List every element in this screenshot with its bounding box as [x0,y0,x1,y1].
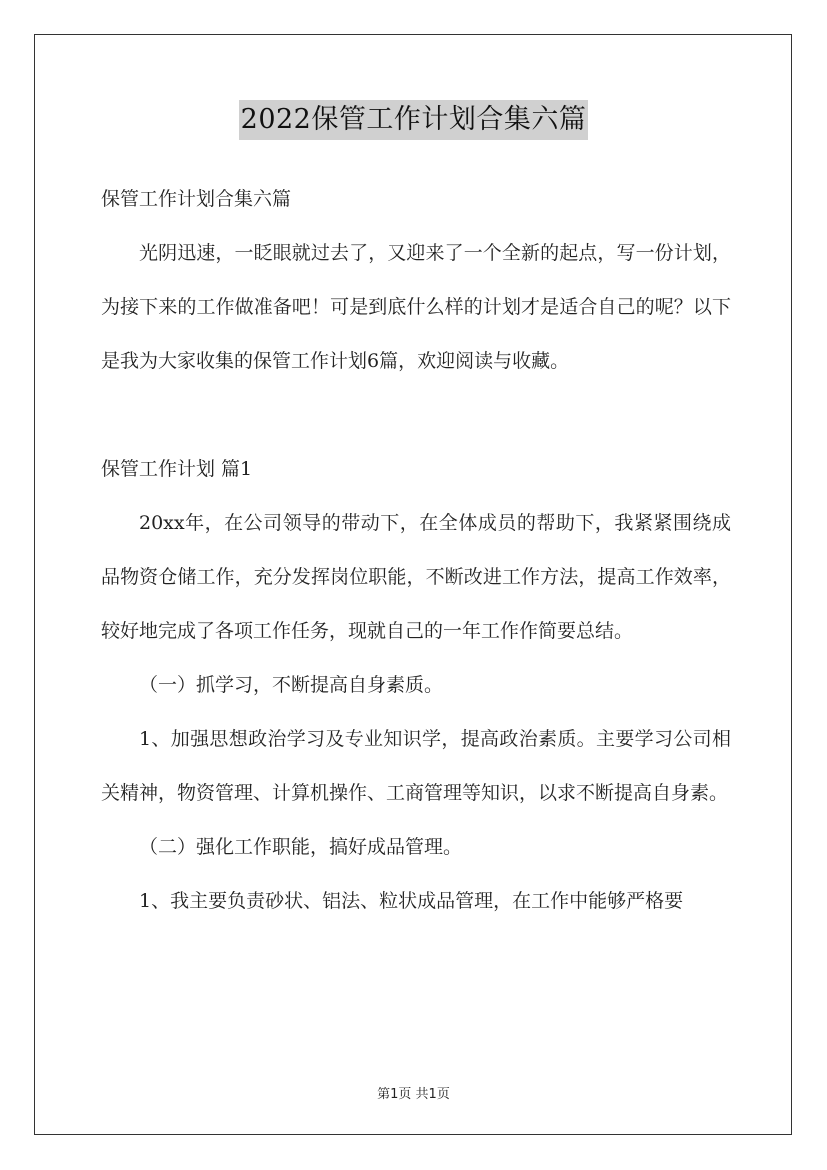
intro-paragraph: 光阴迅速，一眨眼就过去了，又迎来了一个全新的起点，写一份计划，为接下来的工作做准备吧！可是到底什么样的计划才是适合自己的呢？以下是我为大家收集的保管工作计划6篇，欢迎阅读与收藏。 [101,242,731,372]
page-footer: 第1页 共1页 [377,1087,450,1102]
blank-line [101,388,731,442]
document-body [101,172,731,928]
subheading-two: （二）强化工作职能，搞好成品管理。 [139,836,463,858]
section-heading: 保管工作计划 篇1 [101,458,253,480]
body-paragraph: 20xx年，在公司领导的带动下，在全体成员的帮助下，我紧紧围绕成品物资仓储工作，充分发挥岗位职能，不断改进工作方法，提高工作效率，较好地完成了各项工作任务，现就自己的一年工作作简要总结。 [101,512,731,642]
body-paragraph: 1、我主要负责砂状、铝法、粒状成品管理，在工作中能够严格要 [139,890,684,912]
subheading-one: （一）抓学习，不断提高自身素质。 [139,674,444,696]
title-container [0,100,827,140]
document-subtitle: 保管工作计划合集六篇 [101,188,292,210]
document-title: 2022保管工作计划合集六篇 [239,100,589,140]
body-paragraph: 1、加强思想政治学习及专业知识学，提高政治素质。主要学习公司相关精神，物资管理、计算机操作、工商管理等知识，以求不断提高自身素。 [101,728,731,804]
